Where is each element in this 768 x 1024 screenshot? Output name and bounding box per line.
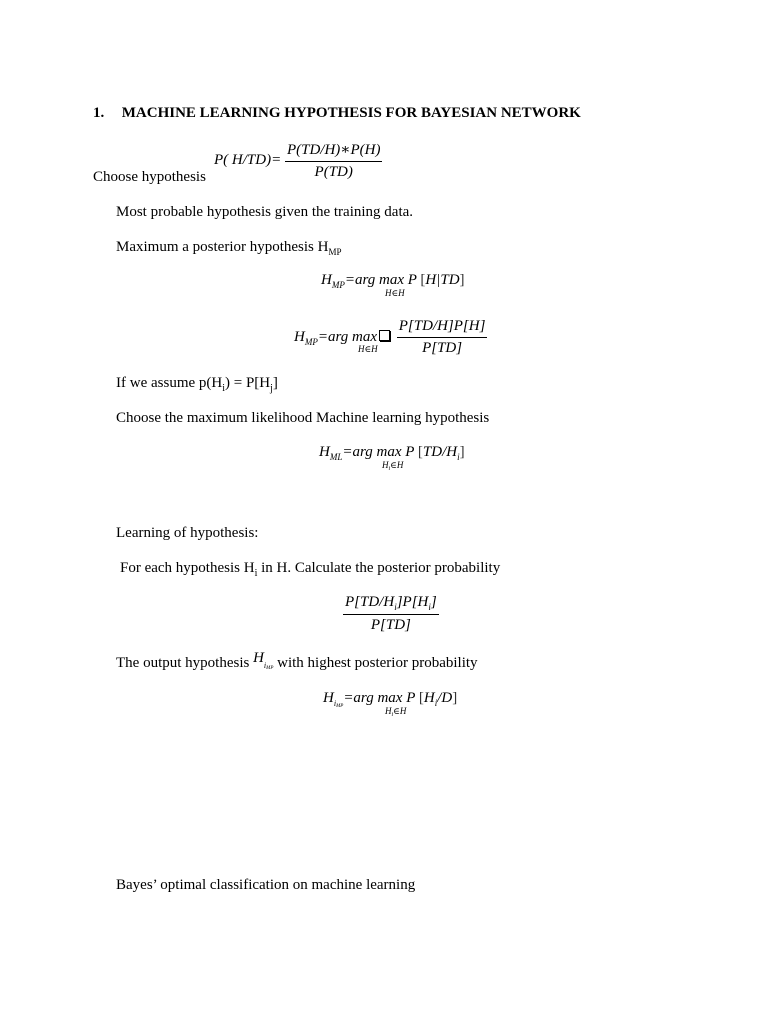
placeholder-box-icon xyxy=(379,330,390,341)
posterior-num-end: ] xyxy=(430,594,437,610)
map1-rhs: =arg max P xyxy=(344,272,417,288)
posterior-num-sub2: i xyxy=(428,602,431,612)
section-title: MACHINE LEARNING HYPOTHESIS FOR BAYESIAN NETWORK xyxy=(121,105,581,121)
ml-h: H xyxy=(319,444,330,460)
final-rhs: =arg max P xyxy=(343,690,416,706)
learning-heading-text: Learning of hypothesis: xyxy=(116,525,259,541)
assume-suffix: ] xyxy=(272,375,278,391)
posterior-num-sub: i xyxy=(394,602,397,612)
final-under xyxy=(385,706,406,718)
map1-sub: MP xyxy=(331,280,345,290)
map2-sub: MP xyxy=(304,336,318,347)
output-prefix: The output hypothesis xyxy=(116,655,250,671)
output-suffix: with highest posterior probability xyxy=(277,655,478,671)
section-number: 1. xyxy=(93,105,105,121)
posterior-num-a: P[TD/H xyxy=(345,594,395,610)
map1-arg: H|TD xyxy=(425,272,460,288)
map-intro-label: Maximum a posterior hypothesis H xyxy=(116,239,329,255)
ml-sub: ML xyxy=(329,452,343,462)
for-each-text xyxy=(120,559,500,583)
bayes-rule-numerator: P(TD/H)∗P(H) xyxy=(285,140,383,162)
for-each-prefix: For each hypothesis H xyxy=(120,560,255,576)
ml-intro-text: Choose the maximum likelihood Machine learning hypothesis xyxy=(116,410,490,426)
map-intro-text xyxy=(116,238,342,261)
posterior-numerator xyxy=(343,594,439,615)
final-arg: H xyxy=(423,690,435,706)
bayes-rule-equation xyxy=(214,140,382,181)
map-equation-2 xyxy=(294,318,487,357)
posterior-denominator: P[TD] xyxy=(370,617,411,633)
bayes-rule-denominator: P(TD) xyxy=(314,164,353,180)
map2-under: H∈H xyxy=(358,344,378,354)
assume-i: i xyxy=(222,383,225,394)
output-inline-h-letter: H xyxy=(253,650,264,666)
map1-h: H xyxy=(321,272,332,288)
posterior-num-mid: ]P[H xyxy=(396,594,429,610)
output-inline-h-subsub: MP xyxy=(266,666,274,671)
output-inline-h xyxy=(253,650,274,671)
map-intro-sub: MP xyxy=(328,247,342,257)
assume-j: j xyxy=(270,383,273,394)
map-equation-1: $H_{MP}=arg$ max P [H|TD] H∈H xyxy=(321,272,465,298)
assume-prefix: If we assume p(H xyxy=(116,375,223,391)
ml-equation: $H_{ML}=arg$ max P $[TD/H_i]$ $H_i\in H$ xyxy=(319,444,465,472)
map1-under: H∈H xyxy=(385,288,405,298)
ml-under-rest: ∈H xyxy=(390,460,404,470)
section-heading xyxy=(93,105,581,122)
most-probable-text: Most probable hypothesis given the training data. xyxy=(116,204,414,220)
map2-denominator: P[TD] xyxy=(422,340,463,356)
posterior-fraction xyxy=(343,594,439,634)
map2-fraction xyxy=(397,318,488,357)
output-inline-h-sub: i xyxy=(263,661,267,670)
final-equation: $H_{iMP}=arg$ max P $[H_i/D]$ $H_i\in H$ xyxy=(323,690,458,718)
final-subsub: MP xyxy=(336,704,344,709)
bayes-rule-fraction xyxy=(285,140,383,181)
final-under-sub: i xyxy=(391,712,394,718)
ml-rhs: =arg max P xyxy=(342,444,415,460)
final-under-rest: ∈H xyxy=(393,706,407,716)
final-h: H xyxy=(323,690,334,706)
assume-text xyxy=(116,374,278,398)
final-sub: i xyxy=(333,699,337,708)
ml-under-sub: i xyxy=(388,466,391,472)
ml-arg: TD/H xyxy=(422,444,458,460)
ml-under xyxy=(382,460,403,472)
ml-arg-sub: i xyxy=(457,452,460,462)
final-arg-sub: i xyxy=(434,698,438,708)
for-each-sub: i xyxy=(254,568,258,579)
map2-h: H xyxy=(294,328,305,345)
ml-under-h: H xyxy=(382,460,389,470)
output-hypothesis-text xyxy=(116,650,478,678)
posterior-equation xyxy=(343,594,439,634)
for-each-suffix: in H. Calculate the posterior probability xyxy=(257,560,501,576)
bayes-rule-lhs: P( H/TD)= xyxy=(214,151,282,168)
map2-rhs: =arg max xyxy=(317,328,377,345)
bayes-optimal-text: Bayes’ optimal classification on machine learning xyxy=(116,877,416,893)
final-arg-rest: /D xyxy=(437,690,453,706)
assume-mid: ) = P[H xyxy=(225,375,271,391)
map2-numerator: P[TD/H]P[H] xyxy=(397,318,488,338)
final-under-h: H xyxy=(385,706,392,716)
choose-hypothesis-text: Choose hypothesis xyxy=(93,169,206,185)
